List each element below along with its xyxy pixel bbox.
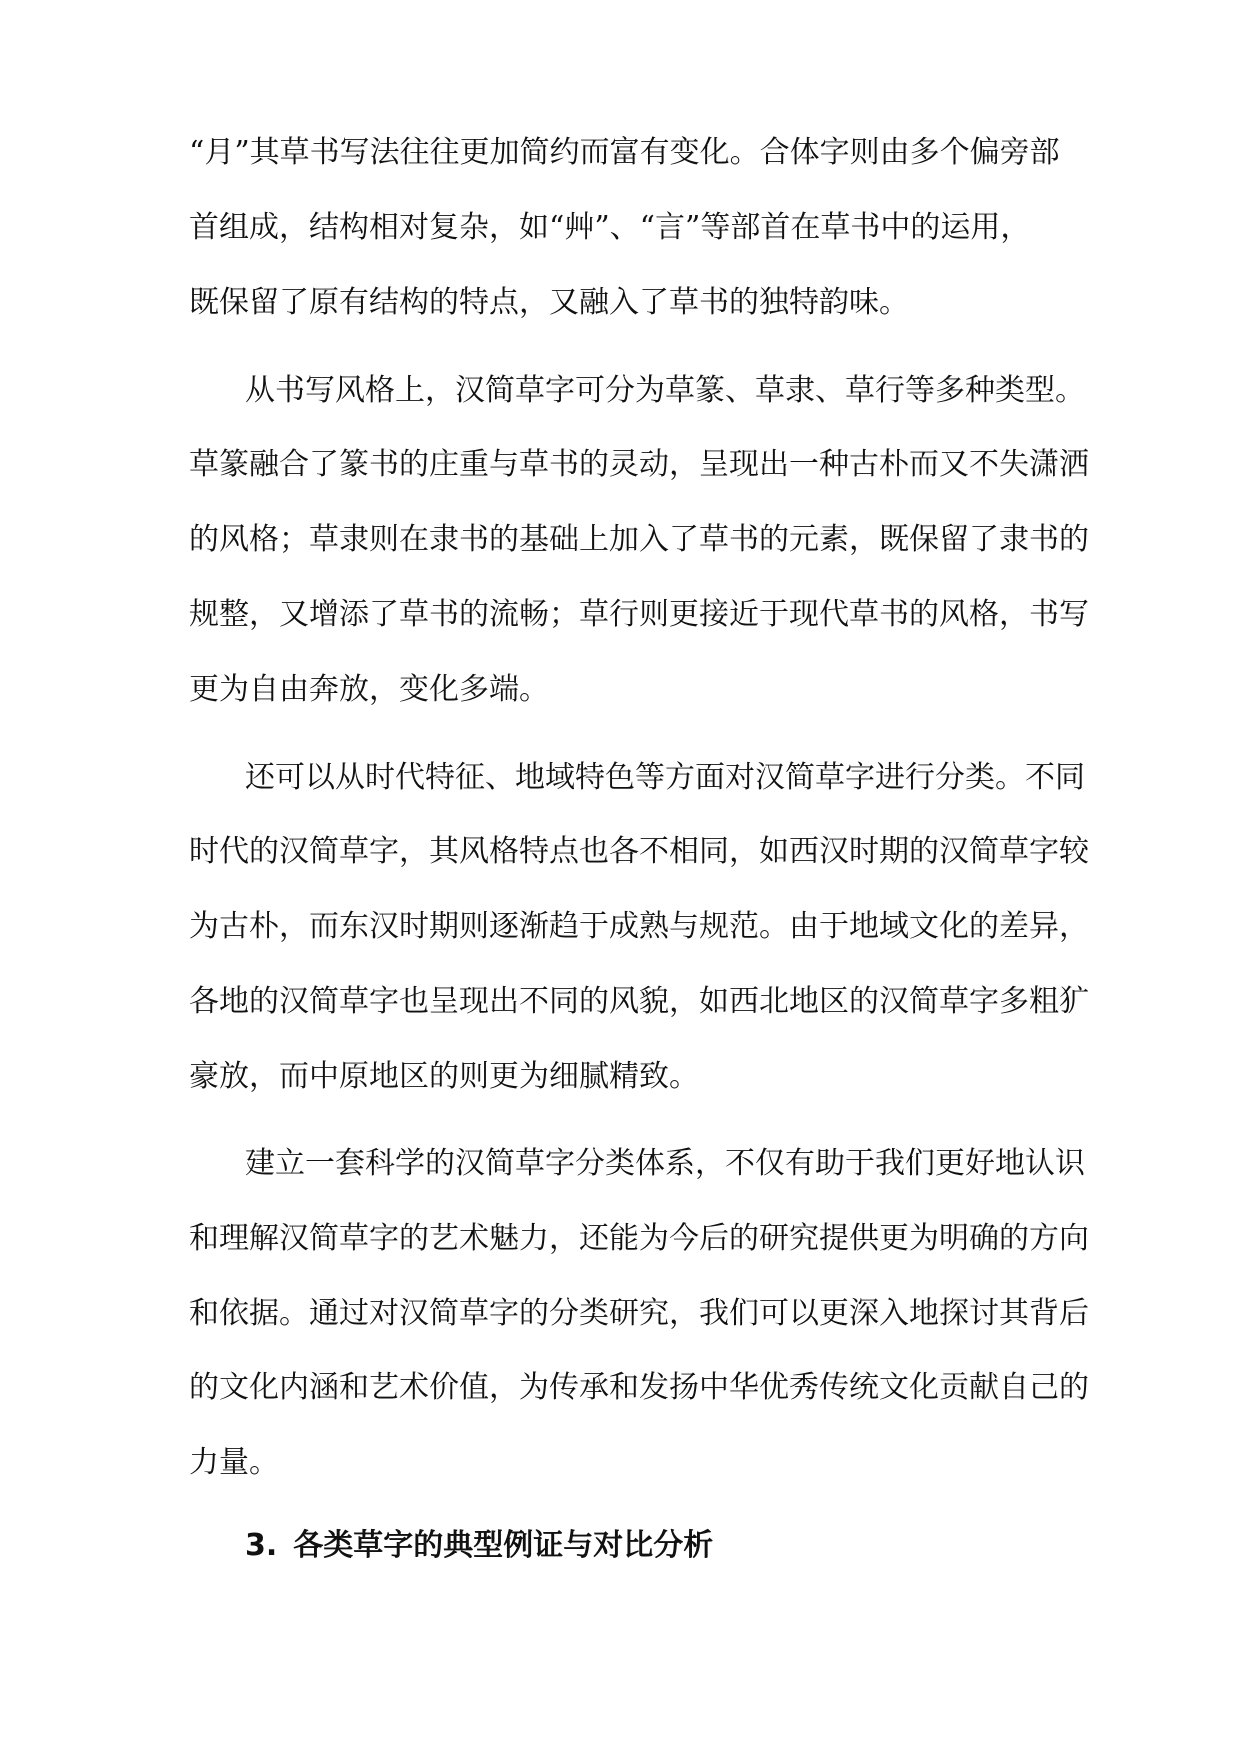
paragraph-3-line-1: 还可以从时代特征、地域特色等方面对汉简草字进行分类。不同: [245, 760, 1085, 795]
paragraph-2-line-4: 规整，又增添了草书的流畅；草行则更接近于现代草书的风格，书写: [189, 597, 1089, 632]
section-number: 3.: [245, 1528, 278, 1563]
paragraph-1-line-1: “月”其草书写法往往更加简约而富有变化。合体字则由多个偏旁部: [189, 135, 1060, 170]
section-heading: [245, 1528, 713, 1564]
paragraph-3-line-4: 各地的汉简草字也呈现出不同的风貌，如西北地区的汉简草字多粗犷: [189, 984, 1089, 1019]
paragraph-2-line-3: 的风格；草隶则在隶书的基础上加入了草书的元素，既保留了隶书的: [189, 522, 1089, 557]
paragraph-4-line-3: 和依据。通过对汉简草字的分类研究，我们可以更深入地探讨其背后: [189, 1296, 1089, 1331]
paragraph-4-line-4: 的文化内涵和艺术价值，为传承和发扬中华优秀传统文化贡献自己的: [189, 1370, 1089, 1405]
paragraph-1-line-2: 首组成，结构相对复杂，如“艸”、“言”等部首在草书中的运用，: [189, 210, 1031, 245]
paragraph-3-line-3: 为古朴，而东汉时期则逐渐趋于成熟与规范。由于地域文化的差异，: [189, 909, 1089, 944]
paragraph-4-line-5: 力量。: [189, 1445, 279, 1480]
paragraph-2-line-1: 从书写风格上，汉简草字可分为草篆、草隶、草行等多种类型。: [245, 373, 1085, 408]
paragraph-2-line-2: 草篆融合了篆书的庄重与草书的灵动，呈现出一种古朴而又不失潇洒: [189, 447, 1089, 482]
paragraph-2-line-5: 更为自由奔放，变化多端。: [189, 672, 549, 707]
paragraph-1-line-3: 既保留了原有结构的特点，又融入了草书的独特韵味。: [189, 285, 909, 320]
paragraph-3-line-5: 豪放，而中原地区的则更为细腻精致。: [189, 1059, 699, 1094]
paragraph-4-line-1: 建立一套科学的汉简草字分类体系，不仅有助于我们更好地认识: [245, 1146, 1085, 1181]
paragraph-4-line-2: 和理解汉简草字的艺术魅力，还能为今后的研究提供更为明确的方向: [189, 1221, 1089, 1256]
section-title: 各类草字的典型例证与对比分析: [293, 1528, 714, 1563]
paragraph-3-line-2: 时代的汉简草字，其风格特点也各不相同，如西汉时期的汉简草字较: [189, 834, 1089, 869]
